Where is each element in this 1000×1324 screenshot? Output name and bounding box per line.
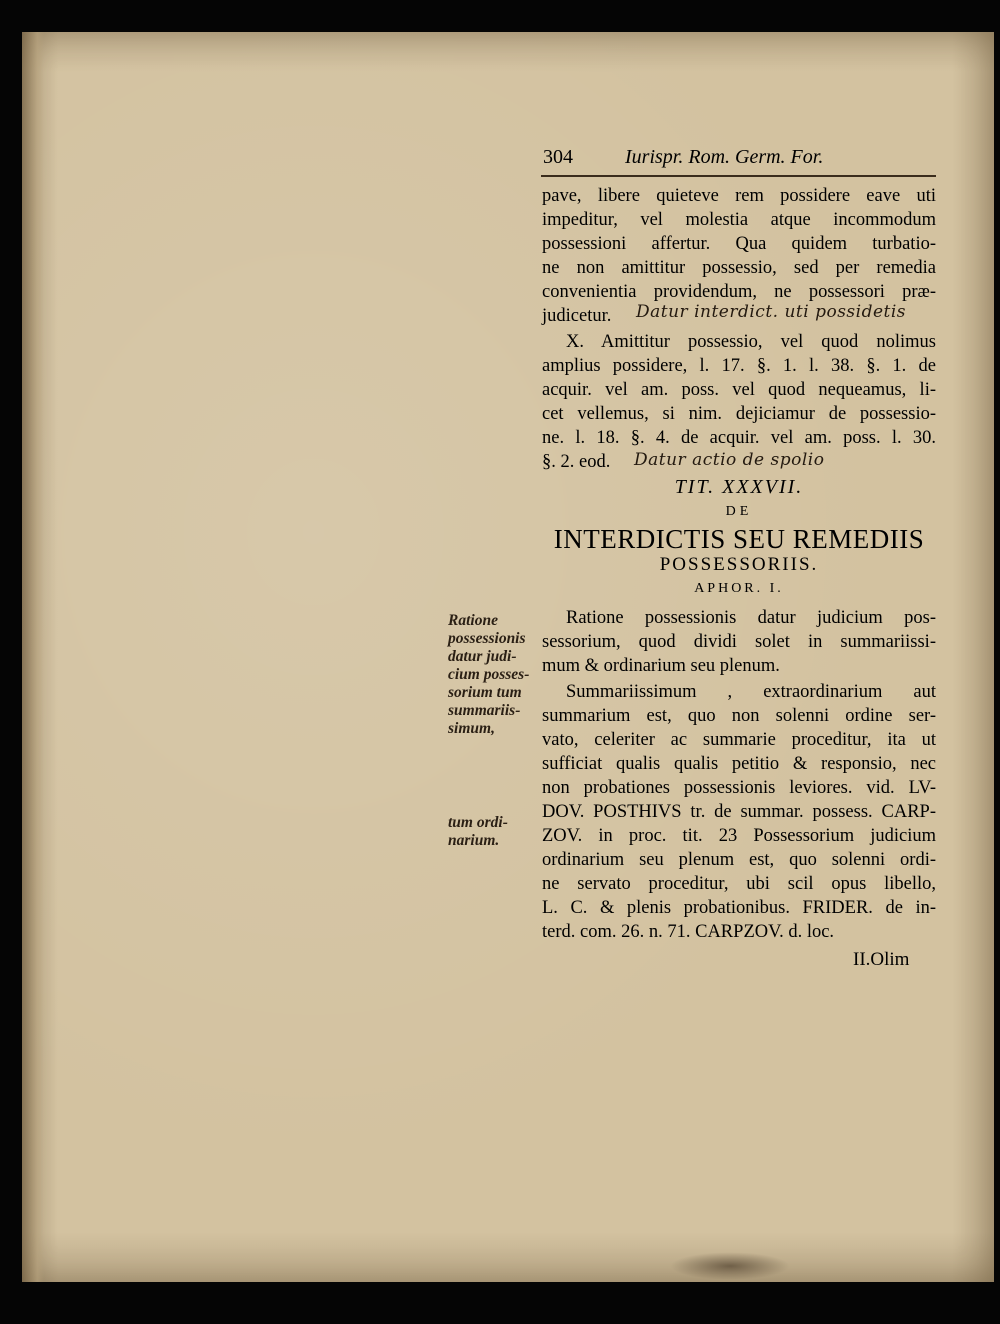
handwritten-annotation: Datur interdict. uti possidetis: [636, 302, 907, 322]
margin-note: summariis-: [448, 702, 521, 719]
text-line: ne non amittitur possessio, sed per remedia: [542, 258, 936, 278]
title-line-2: POSSESSORIIS.: [659, 554, 819, 575]
margin-note: datur judi-: [448, 648, 517, 665]
text-line: vato, celeriter ac summarie proceditur, ita ut: [542, 730, 936, 750]
margin-note: possessionis: [448, 630, 526, 647]
title-de: DE: [725, 504, 753, 519]
text-line: pave, libere quieteve rem possidere eave uti: [542, 186, 936, 206]
text-line: Ratione possessionis datur judicium pos-: [566, 608, 936, 628]
margin-note: sorium tum: [448, 684, 522, 701]
text-line: DOV. POSTHIVS tr. de summar. possess. CARP-: [542, 802, 936, 822]
page-number: 304: [543, 146, 573, 168]
text-line: terd. com. 26. n. 71. CARPZOV. d. loc.: [542, 922, 835, 942]
handwritten-annotation: Datur actio de spolio: [634, 450, 825, 470]
text-line: X. Amittitur possessio, vel quod nolimus: [566, 332, 936, 352]
title-number: TIT. XXXVII.: [674, 476, 804, 498]
text-line: mum & ordinarium seu plenum.: [542, 656, 780, 676]
ink-smudge: [670, 1252, 790, 1280]
text-line: L. C. & plenis probationibus. FRIDER. de in-: [542, 898, 936, 918]
header-rule: [541, 175, 936, 177]
text-line: non probationes possessionis leviores. vid. LV-: [542, 778, 936, 798]
text-line: cet vellemus, si nim. dejiciamur de possessio-: [542, 404, 936, 424]
text-line: acquir. vel am. poss. vel quod nequeamus, li-: [542, 380, 936, 400]
title-line-1: INTERDICTIS SEU REMEDIIS: [553, 524, 925, 554]
text-line: ZOV. in proc. tit. 23 Possessorium judicium: [542, 826, 936, 846]
text-line: sessorium, quod dividi solet in summariissi-: [542, 632, 936, 652]
text-line: sufficiat qualis qualis petitio & responsio, nec: [542, 754, 936, 774]
text-line: amplius possidere, l. 17. §. 1. l. 38. §. 1. de: [542, 356, 936, 376]
text-line: ne. l. 18. §. 4. de acquir. vel am. poss. l. 30.: [542, 428, 936, 448]
catchword: II.Olim: [853, 949, 910, 970]
margin-note: simum,: [448, 720, 495, 737]
margin-note: narium.: [448, 832, 500, 849]
text-line: impeditur, vel molestia atque incommodum: [542, 210, 936, 230]
text-line: ordinarium seu plenum est, quo solenni ordi-: [542, 850, 936, 870]
margin-note: tum ordi-: [448, 814, 508, 831]
text-line: Summariissimum , extraordinarium aut: [566, 682, 936, 702]
aphorism-heading: APHOR. I.: [694, 581, 784, 596]
text-line: possessioni affertur. Qua quidem turbatio-: [542, 234, 936, 254]
margin-note: Ratione: [448, 612, 498, 629]
text-line: convenientia providendum, ne possessori præ-: [542, 282, 936, 302]
running-title: Iurispr. Rom. Germ. For.: [625, 146, 824, 168]
margin-note: cium posses-: [448, 666, 530, 683]
text-line: judicetur.: [542, 306, 612, 326]
text-line: summarium est, quo non solenni ordine ser-: [542, 706, 936, 726]
text-line: §. 2. eod.: [542, 452, 611, 472]
text-line: ne servato proceditur, ubi scil opus libello,: [542, 874, 936, 894]
page-gutter-shadow: [22, 32, 44, 1282]
